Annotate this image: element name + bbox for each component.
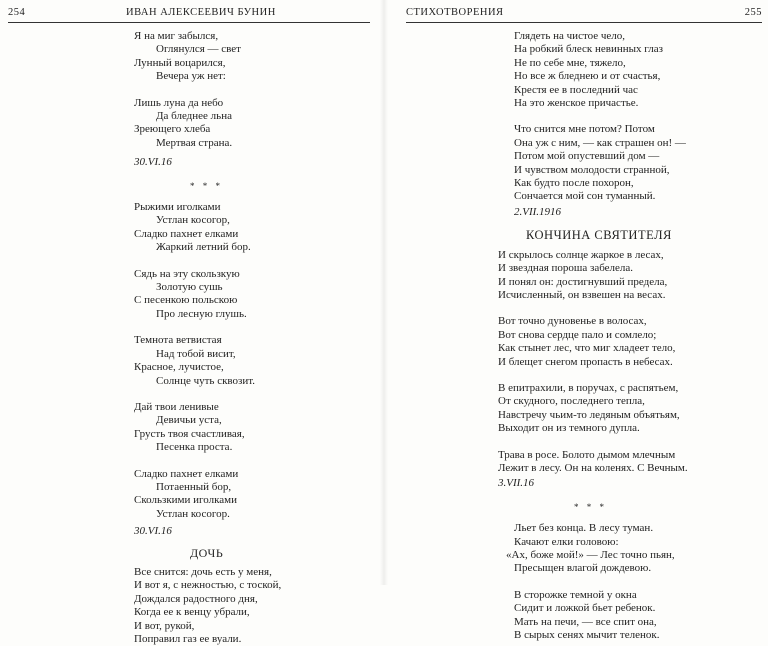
verse-line: Сончается мой сон туманный.: [514, 190, 656, 203]
verse-line: Все снится: дочь есть у меня,: [134, 565, 272, 578]
verse-line: Рыжими иголками: [134, 201, 221, 214]
verse-line: Что снится мне потом? Потом: [514, 123, 655, 136]
verse-line: Вот точно дуновенье в волосах,: [498, 315, 647, 328]
verse-line: Сидит и ложкой бьет ребенок.: [514, 602, 656, 615]
verse-line: «Ах, боже мой!» — Лес точно пьян,: [506, 548, 675, 561]
verse-line: Пресыщен влагой дождевою.: [514, 562, 652, 575]
poem-date: 30.VI.16: [134, 525, 172, 538]
stanza-gap: [134, 255, 374, 268]
right-running-header: [406, 6, 762, 23]
verse-line: Темнота ветвистая: [134, 334, 222, 347]
verse-line: Скользкими иголками: [134, 494, 238, 507]
verse-line: В сторожке темной у окна: [514, 588, 637, 601]
verse-line: И чувством молодости странной,: [514, 163, 670, 176]
verse-line: В сырых сенях мычит теленок.: [514, 629, 660, 642]
verse-line: Мертвая страна.: [156, 136, 233, 149]
verse-line: Сладко пахнет елками: [134, 227, 239, 240]
right-page: [384, 0, 768, 642]
stanza-gap: [514, 369, 764, 382]
verse-line: Зреющего хлеба: [134, 123, 211, 136]
verse-line: И скрылось солнце жаркое в лесах,: [498, 248, 664, 261]
verse-line: Льет без конца. В лесу туман.: [514, 522, 654, 535]
stanza-gap: [134, 84, 374, 97]
verse-line: Лунный воцарился,: [134, 56, 226, 69]
stanza-gap: [514, 302, 764, 315]
verse-line: Лишь луна да небо: [134, 96, 224, 109]
verse-line: Сладко пахнет елками: [134, 467, 239, 480]
verse-line: Мать на печи, — все спит она,: [514, 615, 657, 628]
verse-line: Жаркий летний бор.: [156, 241, 251, 254]
stanza-gap: [514, 491, 764, 501]
verse-line: Дай твои ленивые: [134, 400, 219, 413]
verse-line: Устлан косогор.: [156, 507, 230, 520]
stanza-gap: [134, 170, 374, 180]
verse-line: И блещет снегом пропасть в небесах.: [498, 355, 673, 368]
verse-line: Поправил газ ее вуали.: [134, 633, 242, 646]
verse-line: Как стынет лес, что миг хладеет тело,: [498, 342, 676, 355]
stanza-gap: [514, 436, 764, 449]
verse-line: Устлан косогор,: [156, 214, 230, 227]
poem-title: ДОЧЬ: [190, 545, 224, 560]
stanza-gap: [514, 219, 764, 227]
verse-line: Не по себе мне, тяжело,: [514, 56, 626, 69]
poem-date: 2.VII.1916: [514, 205, 562, 218]
stanza-gap: [134, 193, 374, 201]
verse-line: Дождался радостного дня,: [134, 592, 258, 605]
stanza-gap: [134, 539, 374, 545]
verse-line: Вот снова сердце пало и сомлело;: [498, 328, 657, 341]
verse-line: И вот, рукой,: [134, 619, 195, 632]
stanza-gap: [514, 514, 764, 522]
verse-line: Грусть твоя счастливая,: [134, 427, 245, 440]
poem-title: КОНЧИНА СВЯТИТЕЛЯ: [526, 228, 672, 243]
verse-line: Исчисленный, он взвешен на весах.: [498, 288, 666, 301]
right-running-head: СТИХОТВОРЕНИЯ: [406, 7, 504, 18]
stanza-gap: [514, 576, 764, 589]
left-running-header: [8, 6, 370, 23]
verse-line: Сядь на эту скользкую: [134, 267, 240, 280]
verse-line: Девичьи уста,: [156, 414, 222, 427]
verse-line: Красное, лучистое,: [134, 361, 224, 374]
verse-line: Песенка проста.: [156, 441, 233, 454]
verse-line: Я на миг забылся,: [134, 30, 219, 42]
verse-line: И понял он: достигнувший предела,: [498, 275, 668, 288]
verse-line: От скудного, последнего тепла,: [498, 395, 645, 408]
verse-line: И звездная пороша забелела.: [498, 262, 634, 275]
verse-line: Глядеть на чистое чело,: [514, 30, 626, 42]
verse-line: Когда ее к венцу убрали,: [134, 606, 250, 619]
stanza-gap: [514, 110, 764, 123]
verse-line: Выходит он из темного дупла.: [498, 422, 640, 435]
poem-date: 30.VI.16: [134, 156, 172, 169]
verse-line: Крестя ее в последний час: [514, 83, 638, 96]
stanza-gap: [134, 455, 374, 468]
stanza-gap: [134, 321, 374, 334]
verse-line: Про лесную глушь.: [156, 307, 247, 320]
verse-line: Потаенный бор,: [156, 480, 232, 493]
verse-line: Вечера уж нет:: [156, 70, 226, 83]
verse-line: Золотую сушь: [156, 281, 223, 294]
verse-line: Но все ж бледнею и от счастья,: [514, 70, 661, 83]
left-page-body: [134, 30, 374, 646]
poem-date: 3.VII.16: [498, 477, 535, 490]
verse-line: Она уж с ним, — как страшен он! —: [514, 136, 686, 149]
verse-line: Как будто после похорон,: [514, 177, 634, 190]
left-page-number: 254: [8, 7, 26, 18]
right-page-body: [498, 30, 764, 642]
verse-line: Качают елки головою:: [514, 535, 619, 548]
section-stars: * * *: [574, 501, 607, 512]
verse-line: Оглянулся — свет: [156, 43, 241, 56]
verse-line: Потом мой опустевший дом —: [514, 150, 660, 163]
verse-line: Над тобой висит,: [156, 347, 236, 360]
verse-line: С песенкою польскою: [134, 294, 238, 307]
verse-line: Лежит в лесу. Он на коленях. С Вечным.: [498, 461, 688, 474]
verse-line: И вот я, с нежностью, с тоской,: [134, 579, 282, 592]
verse-line: На робкий блеск невинных глаз: [514, 43, 663, 56]
left-running-head: ИВАН АЛЕКСЕЕВИЧ БУНИН: [126, 7, 276, 18]
verse-line: Да бледнее льна: [156, 110, 232, 123]
right-page-number: 255: [744, 7, 762, 18]
verse-line: В епитрахили, в поручах, с распятьем,: [498, 381, 679, 394]
section-stars: * * *: [190, 180, 223, 191]
stanza-gap: [134, 388, 374, 401]
verse-line: Солнце чуть сквозит.: [156, 374, 255, 387]
verse-line: Трава в росе. Болото дымом млечным: [498, 448, 676, 461]
verse-line: Навстречу чьим-то ледяным объятьям,: [498, 408, 680, 421]
verse-line: На это женское причастье.: [514, 97, 639, 110]
